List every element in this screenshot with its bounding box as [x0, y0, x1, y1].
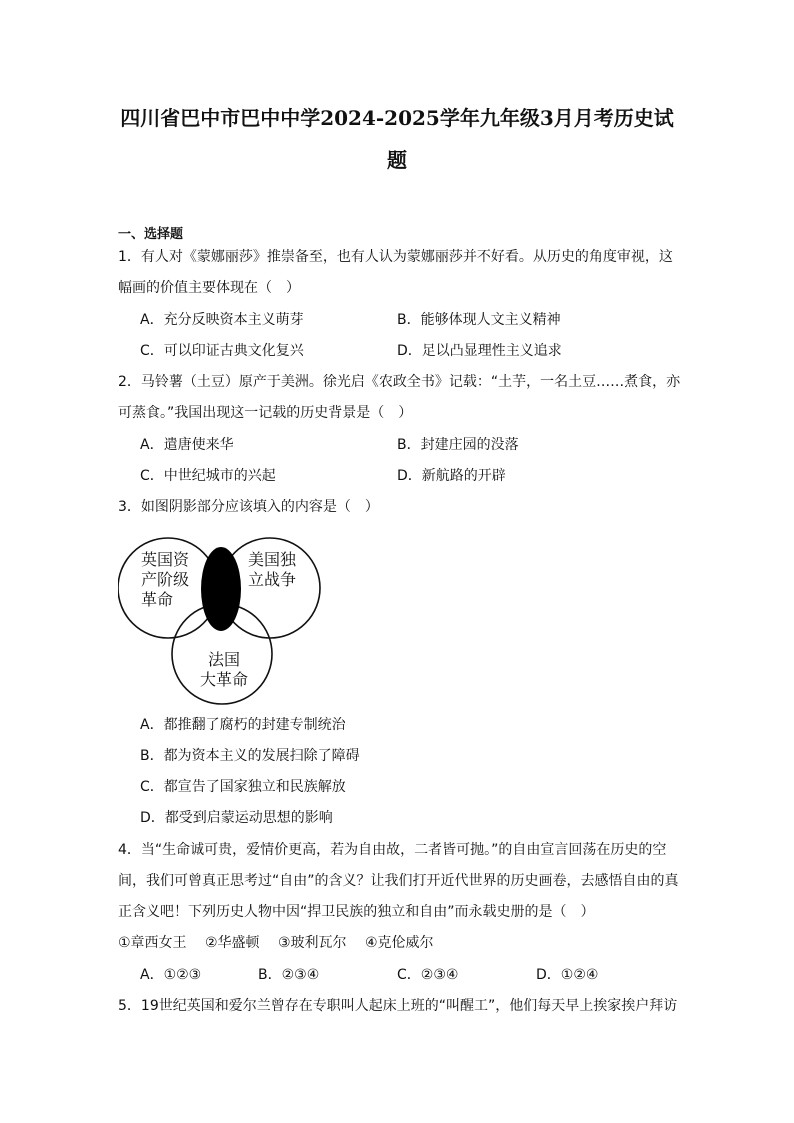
q4-stem-line2: 间，我们可曾真正思考过“自由”的含义？让我们打开近代世界的历史画卷，去感悟自由的真 [118, 873, 679, 889]
venn-label-bottom-2: 大革命 [200, 670, 249, 689]
q3-option-c: C．都宣告了国家独立和民族解放 [140, 779, 346, 795]
q1-option-c: C．可以印证古典文化复兴 [140, 343, 304, 359]
section-heading: 一、选择题 [118, 227, 184, 242]
q4-stem-line3: 正含义吧！下列历史人物中因“捍卫民族的独立和自由”而永载史册的是（ ） [118, 904, 595, 920]
q2-option-d: D．新航路的开辟 [397, 468, 506, 484]
exam-title-line1: 四川省巴中市巴中中学2024-2025学年九年级3月月考历史试 [120, 106, 674, 130]
q4-option-d: D．①②④ [536, 967, 599, 983]
venn-label-left-1: 英国资 [141, 550, 190, 569]
venn-label-right-1: 美国独 [248, 550, 297, 569]
venn-label-left-2: 产阶级 [141, 570, 190, 589]
q1-stem-line2: 幅画的价值主要体现在（ ） [118, 280, 300, 296]
q1-option-b: B．能够体现人文主义精神 [397, 312, 561, 328]
q3-option-b: B．都为资本主义的发展扫除了障碍 [140, 748, 360, 764]
q4-option-a: A．①②③ [140, 967, 202, 983]
q2-option-a: A．遣唐使来华 [140, 437, 234, 453]
venn-label-bottom-1: 法国 [208, 650, 241, 669]
q1-stem-line1: 1．有人对《蒙娜丽莎》推崇备至，也有人认为蒙娜丽莎并不好看。从历史的角度审视，这 [118, 249, 673, 265]
q1-option-d: D．足以凸显理性主义追求 [397, 343, 562, 359]
q3-stem: 3．如图阴影部分应该填入的内容是（ ） [118, 499, 379, 515]
q4-option-b: B．②③④ [258, 967, 320, 983]
venn-label-right-2: 立战争 [248, 570, 297, 589]
q2-stem-line2: 可蒸食。”我国出现这一记载的历史背景是（ ） [118, 405, 413, 421]
q2-option-c: C．中世纪城市的兴起 [140, 468, 276, 484]
q2-stem-line1: 2．马铃薯（土豆）原产于美洲。徐光启《农政全书》记载：“土芋，一名土豆……煮食，亦 [118, 374, 681, 390]
exam-title-line2: 题 [387, 148, 407, 172]
venn-shaded-intersection [201, 547, 241, 631]
q4-stem-line1: 4．当“生命诚可贵，爱情价更高，若为自由故，二者皆可抛。”的自由宣言回荡在历史的空 [118, 842, 667, 858]
q3-option-a: A．都推翻了腐朽的封建专制统治 [140, 717, 346, 733]
q1-option-a: A．充分反映资本主义萌芽 [140, 312, 304, 328]
venn-diagram [118, 530, 328, 706]
venn-label-left-3: 革命 [141, 590, 174, 609]
q3-option-d: D．都受到启蒙运动思想的影响 [140, 810, 333, 826]
q2-option-b: B．封建庄园的没落 [397, 437, 519, 453]
q4-option-c: C．②③④ [397, 967, 459, 983]
q5-stem-line1: 5．19世纪英国和爱尔兰曾存在专职叫人起床上班的“叫醒工”，他们每天早上挨家挨户拜访 [118, 998, 678, 1014]
q4-items: ①章西女王 ②华盛顿 ③玻利瓦尔 ④克伦威尔 [118, 935, 434, 951]
